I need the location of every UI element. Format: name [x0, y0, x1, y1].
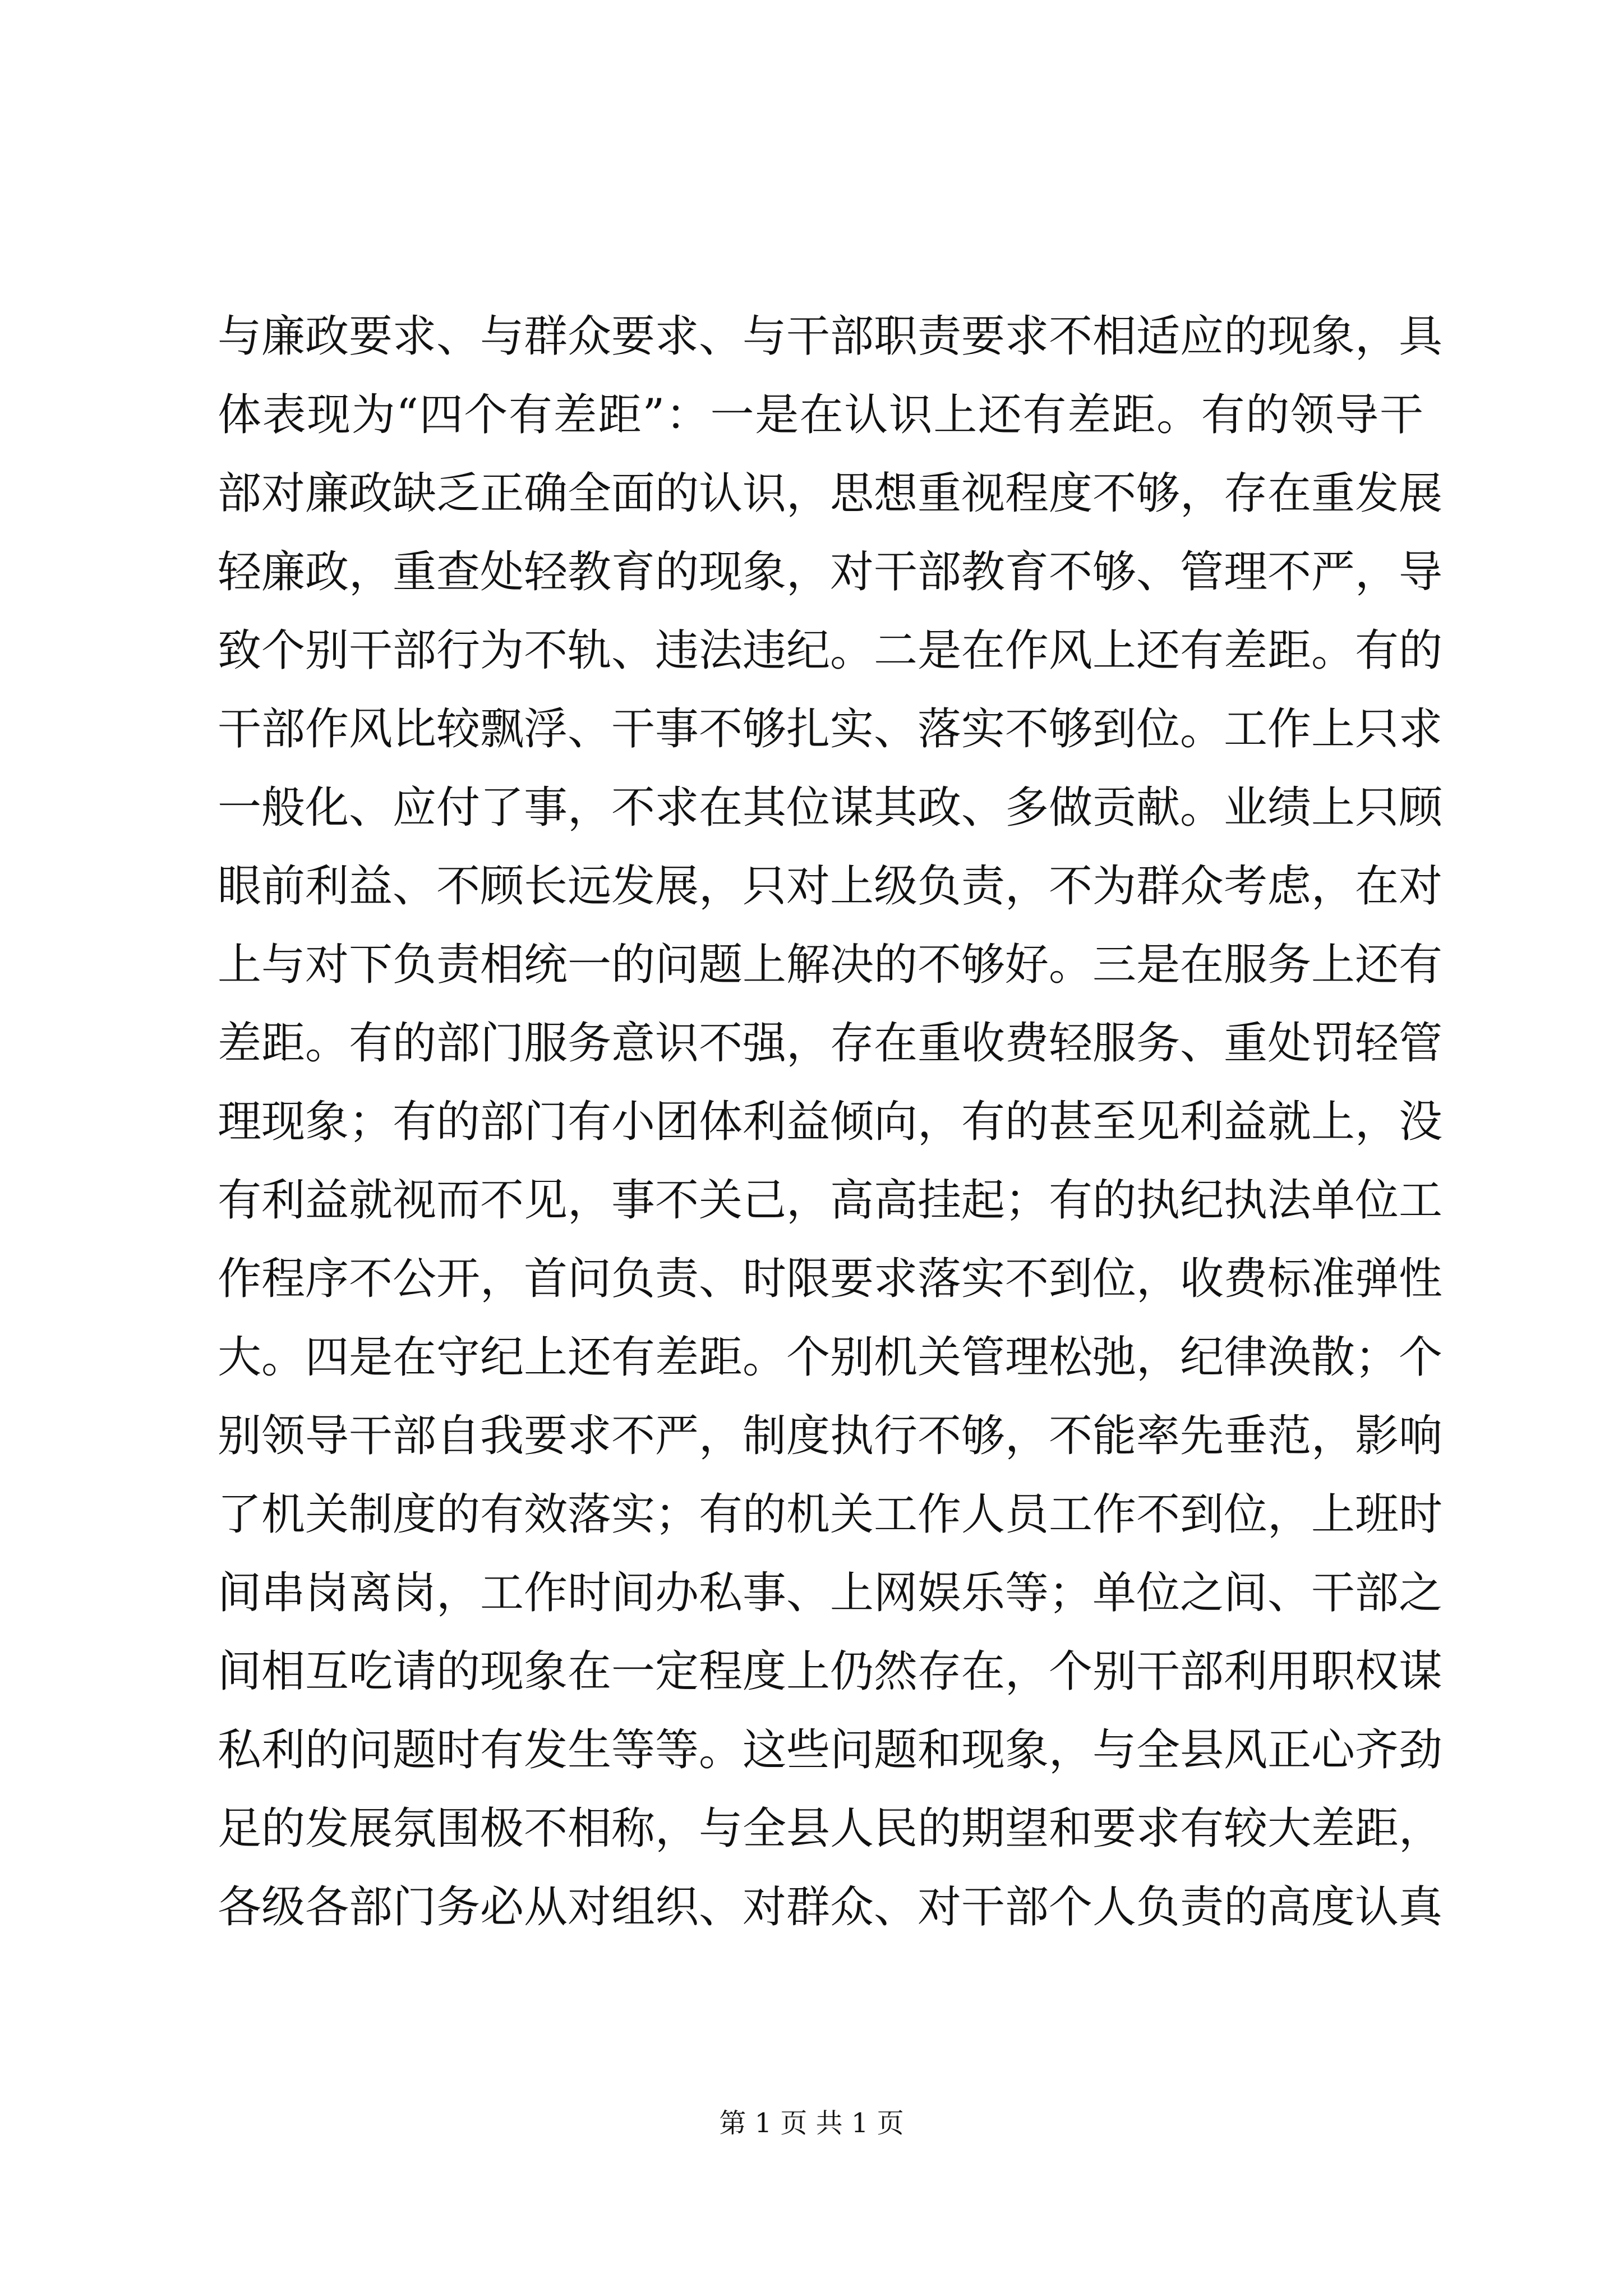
- body-paragraph: [218, 297, 1443, 1947]
- text-line: 部对廉政缺乏正确全面的认识，思想重视程度不够，存在重发展: [218, 468, 1443, 519]
- text-line: 差距。有的部门服务意识不强，存在重收费轻服务、重处罚轻管: [218, 1018, 1443, 1069]
- text-line: 体表现为“四个有差距”：一是在认识上还有差距。有的领导干: [218, 390, 1423, 440]
- text-line: 了机关制度的有效落实；有的机关工作人员工作不到位，上班时: [218, 1489, 1443, 1540]
- text-line: 眼前利益、不顾长远发展，只对上级负责，不为群众考虑，在对: [218, 861, 1443, 912]
- text-line: 各级各部门务必从对组织、对群众、对干部个人负责的高度认真: [218, 1882, 1443, 1932]
- text-line: 轻廉政，重查处轻教育的现象，对干部教育不够、管理不严，导: [218, 547, 1443, 597]
- text-line: 一般化、应付了事，不求在其位谋其政、多做贡献。业绩上只顾: [218, 783, 1443, 833]
- page-number-label: 第 1 页 共 1 页: [719, 2108, 904, 2139]
- text-line: 间相互吃请的现象在一定程度上仍然存在，个别干部利用职权谋: [218, 1646, 1443, 1697]
- text-line: 私利的问题时有发生等等。这些问题和现象，与全县风正心齐劲: [218, 1725, 1443, 1775]
- text-line: 大。四是在守纪上还有差距。个别机关管理松弛，纪律涣散；个: [218, 1332, 1443, 1383]
- text-line: 间串岗离岗，工作时间办私事、上网娱乐等；单位之间、干部之: [218, 1568, 1443, 1618]
- text-line: 干部作风比较飘浮、干事不够扎实、落实不够到位。工作上只求: [218, 704, 1443, 754]
- text-line: 作程序不公开，首问负责、时限要求落实不到位，收费标准弹性: [218, 1254, 1443, 1304]
- text-line: 与廉政要求、与群众要求、与干部职责要求不相适应的现象，具: [218, 311, 1443, 362]
- text-line: 足的发展氛围极不相称，与全县人民的期望和要求有较大差距，: [218, 1803, 1443, 1854]
- text-line: 理现象；有的部门有小团体利益倾向，有的甚至见利益就上，没: [218, 1097, 1443, 1147]
- text-line: 上与对下负责相统一的问题上解决的不够好。三是在服务上还有: [218, 940, 1443, 990]
- text-line: 有利益就视而不见，事不关己，高高挂起；有的执纪执法单位工: [218, 1175, 1443, 1226]
- text-line: 致个别干部行为不轨、违法违纪。二是在作风上还有差距。有的: [218, 625, 1443, 676]
- text-line: 别领导干部自我要求不严，制度执行不够，不能率先垂范，影响: [218, 1411, 1443, 1461]
- page-footer: [0, 2106, 1623, 2140]
